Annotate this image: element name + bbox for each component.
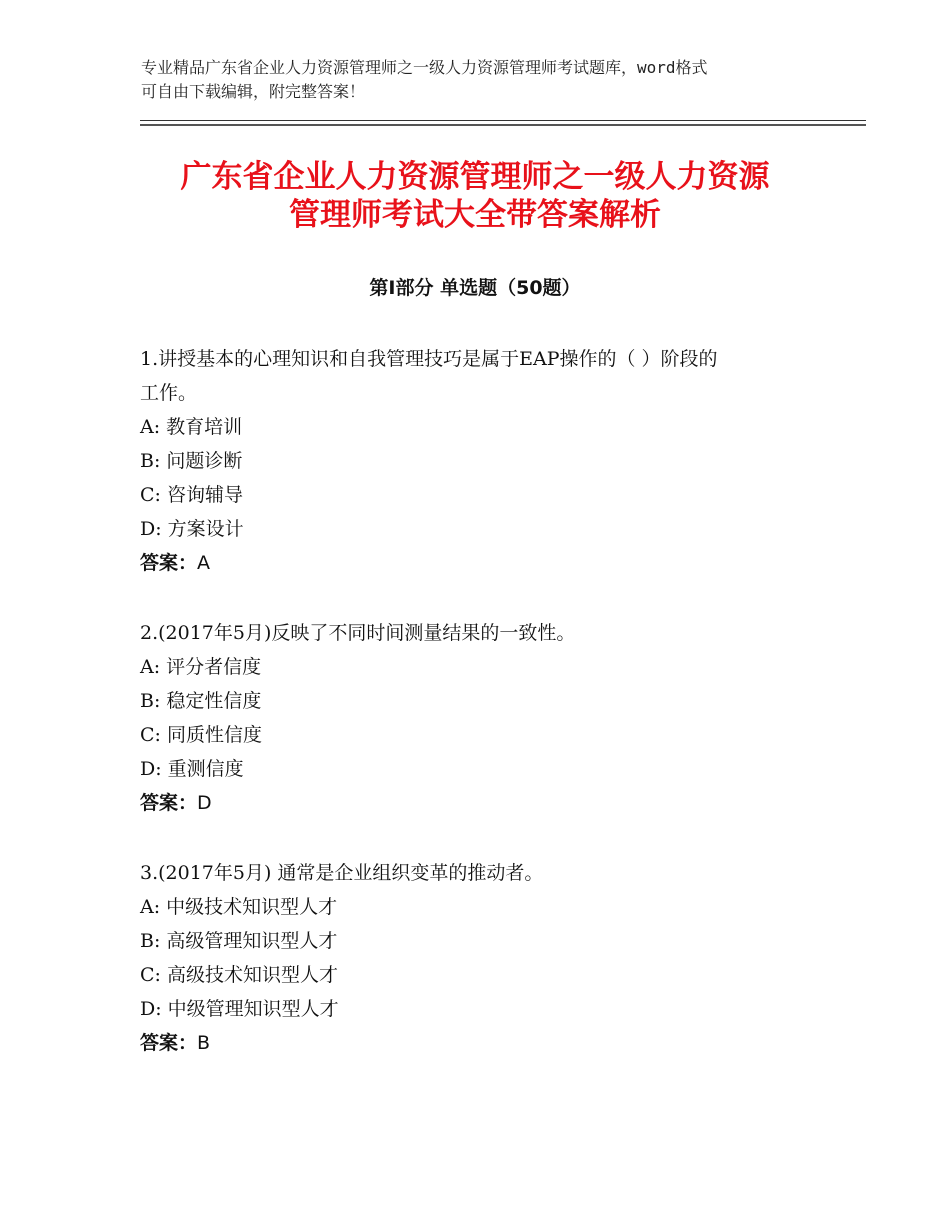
option-a: A: 评分者信度: [140, 656, 262, 678]
answer-value: B: [197, 1032, 211, 1054]
option-a: A: 教育培训: [140, 416, 243, 438]
document-title: [120, 158, 830, 234]
answer-value: A: [197, 552, 211, 574]
answer-label: 答案：: [140, 792, 198, 814]
question-list: [140, 342, 820, 1096]
option-b: B: 稳定性信度: [140, 690, 262, 712]
answer: [140, 546, 820, 580]
question-3: [140, 856, 820, 1060]
option-d: D: 中级管理知识型人才: [140, 998, 339, 1020]
answer-label: 答案：: [140, 552, 198, 574]
option-d: D: 方案设计: [140, 518, 244, 540]
header-note-line: 专业精品广东省企业人力资源管理师之一级人力资源管理师考试题库，word格式: [141, 58, 708, 77]
title-line: 管理师考试大全带答案解析: [289, 197, 661, 233]
header-divider-thick: [140, 124, 866, 126]
section-heading: 第Ⅰ部分 单选题（50题）: [369, 277, 581, 299]
question-stem: 工作。: [140, 382, 198, 404]
question-stem: 2.(2017年5月)反映了不同时间测量结果的一致性。: [140, 622, 576, 644]
question-stem: 1.讲授基本的心理知识和自我管理技巧是属于EAP操作的（ ）阶段的: [140, 348, 718, 370]
header-note-line: 可自由下载编辑，附完整答案！: [141, 82, 366, 101]
question-2: [140, 616, 820, 820]
answer: [140, 1026, 820, 1060]
option-c: C: 咨询辅导: [140, 484, 243, 506]
option-c: C: 同质性信度: [140, 724, 262, 746]
title-line: 广东省企业人力资源管理师之一级人力资源: [180, 159, 770, 195]
question-stem: 3.(2017年5月) 通常是企业组织变革的推动者。: [140, 862, 544, 884]
answer-label: 答案：: [140, 1032, 198, 1054]
question-1: [140, 342, 820, 580]
option-b: B: 高级管理知识型人才: [140, 930, 338, 952]
option-b: B: 问题诊断: [140, 450, 243, 472]
option-c: C: 高级技术知识型人才: [140, 964, 338, 986]
option-a: A: 中级技术知识型人才: [140, 896, 338, 918]
header-note: [141, 56, 821, 104]
answer-value: D: [197, 792, 212, 814]
option-d: D: 重测信度: [140, 758, 244, 780]
header-divider: [140, 120, 866, 121]
answer: [140, 786, 820, 820]
